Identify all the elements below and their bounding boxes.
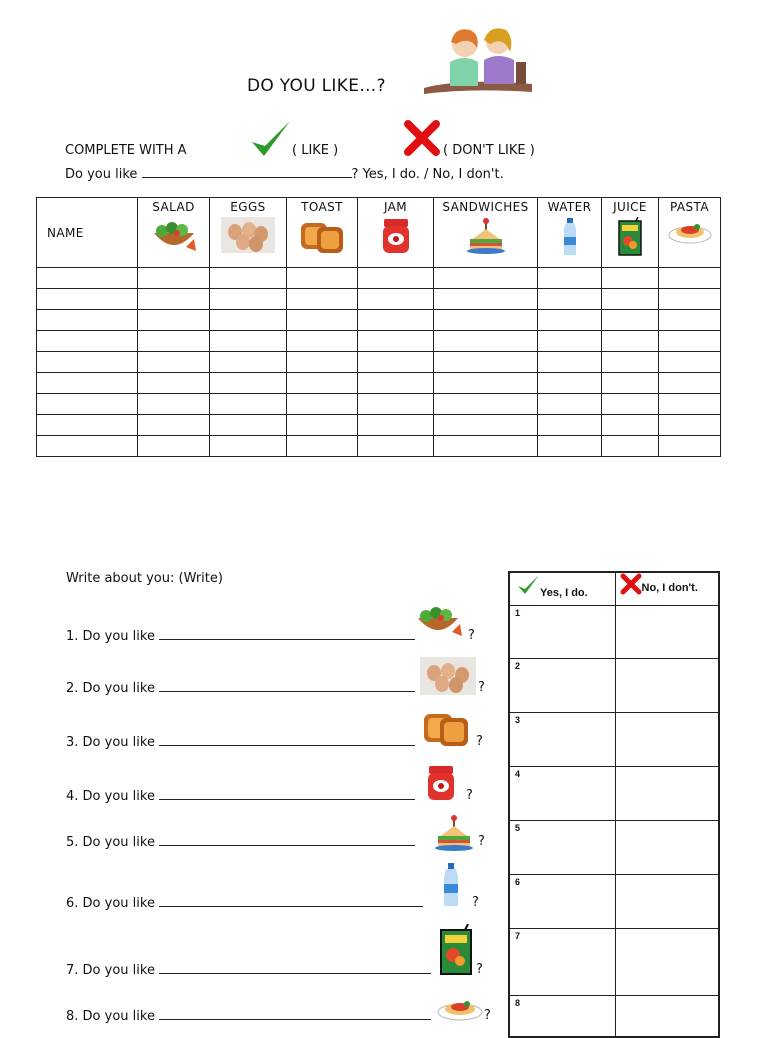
question-5: 5. Do you like <box>66 834 415 850</box>
cross-icon <box>620 573 642 595</box>
salad-icon <box>414 602 466 640</box>
instruction-complete: COMPLETE WITH A <box>65 143 187 158</box>
column-header-jam: JAM <box>358 198 434 268</box>
question-4: 4. Do you like <box>66 788 415 804</box>
name-column-header: NAME <box>37 198 138 268</box>
juice-box-icon <box>438 924 474 976</box>
column-header-sandwiches: SANDWICHES <box>434 198 538 268</box>
question-7: 7. Do you like <box>66 962 431 978</box>
jam-icon <box>424 764 458 802</box>
question-2: 2. Do you like <box>66 680 415 696</box>
table-row <box>37 310 721 331</box>
question-3: 3. Do you like <box>66 734 415 750</box>
answer-table <box>508 571 720 1038</box>
column-header-eggs: EGGS <box>210 198 287 268</box>
column-header-pasta: PASTA <box>659 198 721 268</box>
page-title: DO YOU LIKE…? <box>247 76 386 96</box>
column-header-salad: SALAD <box>138 198 210 268</box>
children-talking-illustration <box>420 22 535 94</box>
jam-icon <box>379 217 413 255</box>
survey-header-row <box>37 198 721 268</box>
water-bottle-icon <box>561 217 579 257</box>
pasta-icon <box>436 994 484 1024</box>
eggs-icon <box>221 217 275 253</box>
yes-column-header: Yes, I do. <box>509 572 615 606</box>
table-row <box>37 415 721 436</box>
answer-row: 3 <box>509 713 719 767</box>
question-1: 1. Do you like <box>66 628 415 644</box>
dont-like-label: ( DON'T LIKE ) <box>443 143 535 158</box>
example-sentence: Do you like ? Yes, I do. / No, I don't. <box>65 167 504 182</box>
table-row <box>37 394 721 415</box>
water-bottle-icon <box>441 862 461 908</box>
answer-header-row <box>509 572 719 606</box>
table-row <box>37 331 721 352</box>
no-column-header: No, I don't. <box>615 572 719 606</box>
checkmark-icon <box>516 573 540 597</box>
answer-row: 6 <box>509 875 719 929</box>
table-row <box>37 268 721 289</box>
answer-row: 4 <box>509 767 719 821</box>
column-header-toast: TOAST <box>287 198 358 268</box>
table-row <box>37 352 721 373</box>
column-header-juice: JUICE <box>602 198 659 268</box>
question-8: 8. Do you like <box>66 1008 431 1024</box>
question-6: 6. Do you like <box>66 895 423 911</box>
survey-table <box>36 197 721 457</box>
table-row <box>37 436 721 457</box>
table-row <box>37 373 721 394</box>
juice-box-icon <box>616 217 644 257</box>
answer-row: 2 <box>509 659 719 713</box>
answer-row: 7 <box>509 929 719 996</box>
cross-icon <box>404 120 440 156</box>
sandwich-icon <box>464 217 508 255</box>
write-heading: Write about you: (Write) <box>66 571 223 586</box>
table-row <box>37 289 721 310</box>
column-header-water: WATER <box>538 198 602 268</box>
answer-row: 1 <box>509 606 719 659</box>
salad-icon <box>150 217 198 255</box>
sandwich-icon <box>432 814 476 852</box>
pasta-icon <box>667 217 713 247</box>
eggs-icon <box>420 657 476 695</box>
like-label: ( LIKE ) <box>292 143 339 158</box>
toast-icon <box>297 217 347 255</box>
checkmark-icon <box>249 118 293 160</box>
answer-row: 8 <box>509 996 719 1038</box>
toast-icon <box>422 708 472 750</box>
answer-row: 5 <box>509 821 719 875</box>
